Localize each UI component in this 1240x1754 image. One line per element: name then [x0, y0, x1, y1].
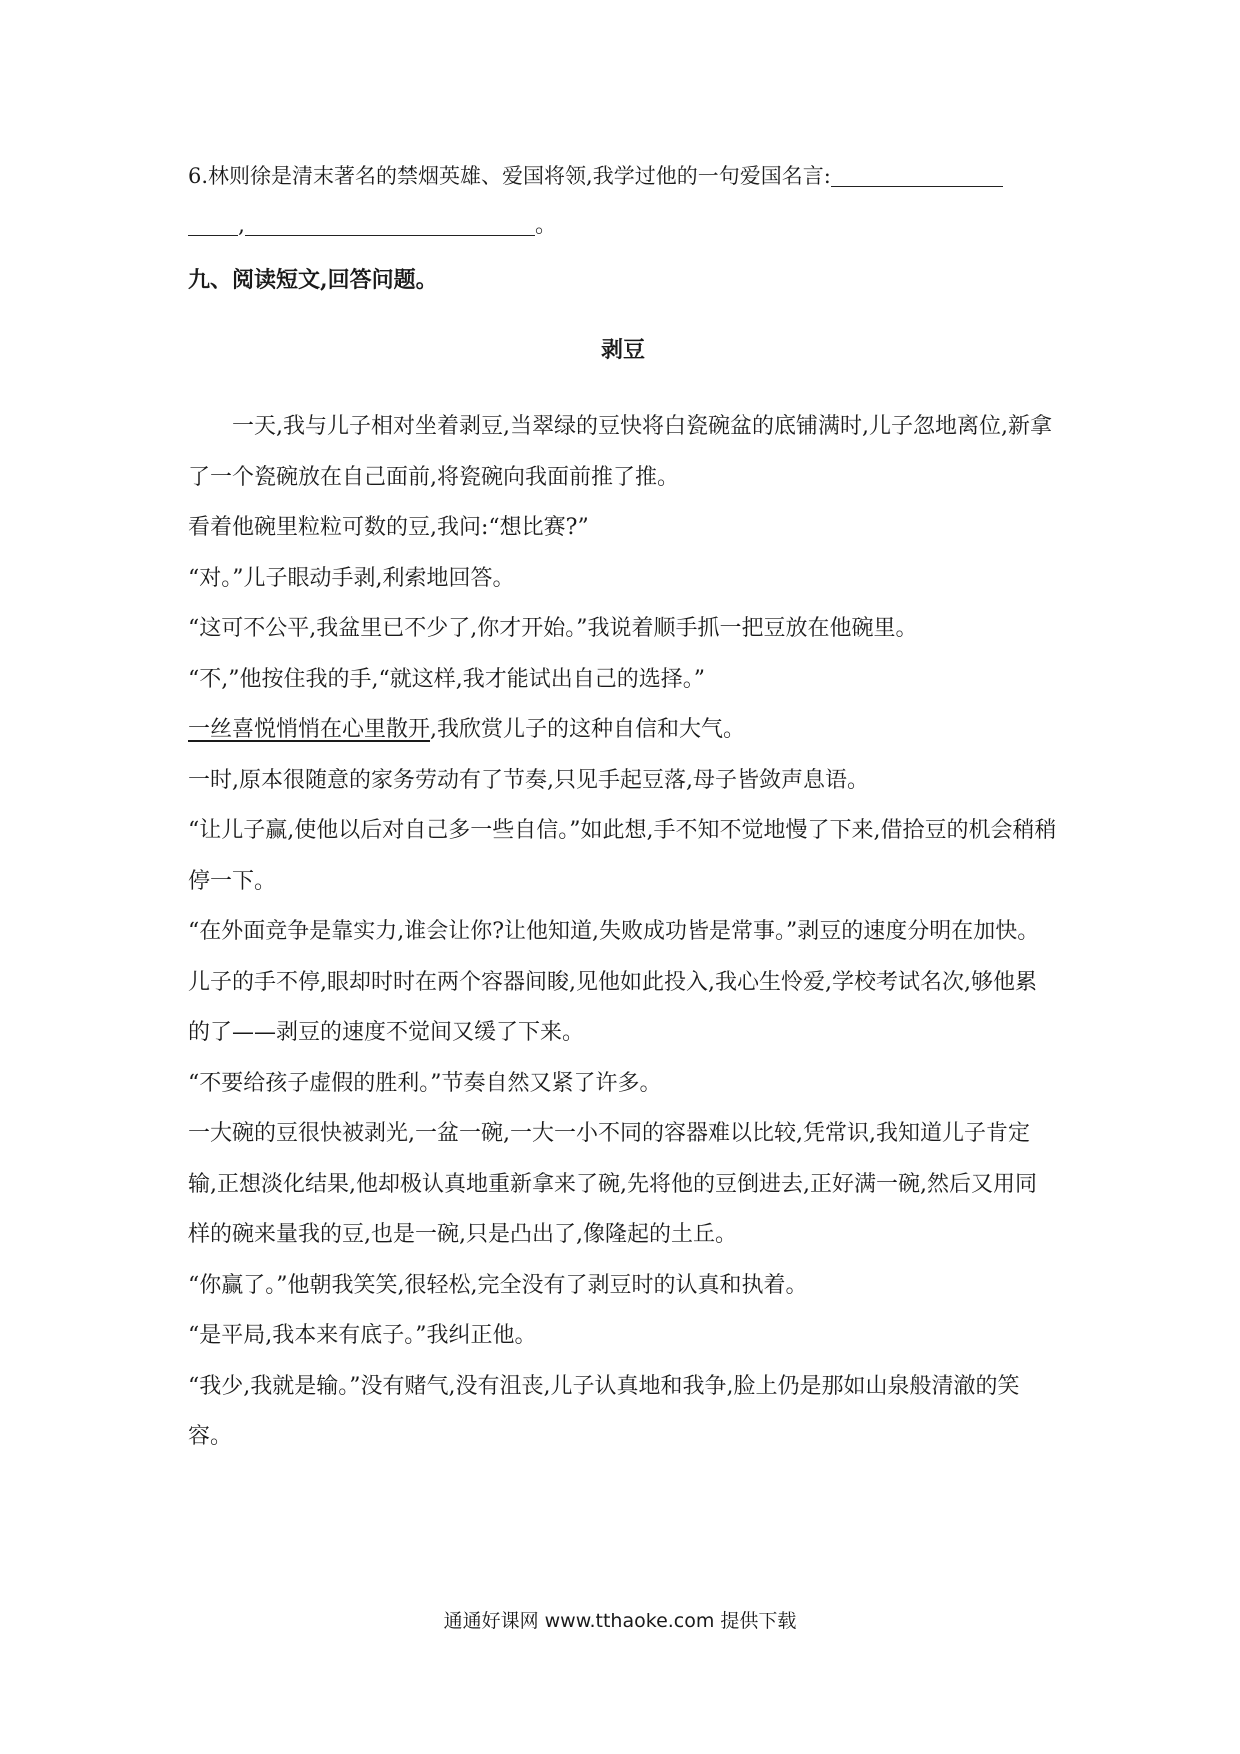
paragraph-rest: ,我欣赏儿子的这种自信和大气。: [430, 717, 746, 742]
page-content: [188, 156, 1058, 1463]
answer-blank-2[interactable]: [188, 211, 238, 236]
article-paragraph: 一时,原本很随意的家务劳动有了节奏,只见手起豆落,母子皆敛声息语。: [188, 767, 869, 793]
question-6-continued: [188, 206, 1058, 246]
answer-blank-1[interactable]: [831, 162, 1003, 187]
article-paragraph: “不,”他按住我的手,“就这样,我才能试出自己的选择。”: [188, 666, 705, 692]
question-6: [188, 156, 1058, 196]
article-paragraph: “是平局,我本来有底子。”我纠正他。: [188, 1323, 537, 1348]
article-paragraph: 看着他碗里粒粒可数的豆,我问:“想比赛?”: [188, 515, 589, 540]
page-footer: 通通好课网 www.tthaoke.com 提供下载: [443, 1610, 797, 1632]
blank-separator-comma: ,: [238, 213, 245, 238]
article-paragraph: “在外面竞争是靠实力,谁会让你?让他知道,失败成功皆是常事。”剥豆的速度分明在加快。: [188, 919, 1040, 944]
article-paragraph: 一大碗的豆很快被剥光,一盆一碗,一大一小不同的容器难以比较,凭常识,我知道儿子肯定输,正想淡化结果,他却极认真地重新拿来了碗,先将他的豆倒进去,正好满一碗,然后又用同样的碗来量我的豆,也是一碗,只是凸出了,像隆起的土丘。: [188, 1121, 1037, 1247]
answer-blank-3[interactable]: [245, 211, 535, 236]
article-paragraph-underlined: [188, 705, 1058, 756]
underlined-sentence: 一丝喜悦悄悄在心里散开: [188, 717, 431, 742]
article-paragraph: 一天,我与儿子相对坐着剥豆,当翠绿的豆快将白瓷碗盆的底铺满时,儿子忽地离位,新拿了一个瓷碗放在自己面前,将瓷碗向我面前推了推。: [188, 414, 1052, 490]
section-heading: 九、阅读短文,回答问题。: [188, 267, 438, 293]
article-body: [188, 402, 1058, 1463]
article-paragraph: “对。”儿子眼动手剥,利索地回答。: [188, 565, 515, 591]
article-paragraph: “你赢了。”他朝我笑笑,很轻松,完全没有了剥豆时的认真和执着。: [188, 1272, 808, 1298]
article-paragraph: “不要给孩子虚假的胜利。”节奏自然又紧了许多。: [188, 1070, 662, 1096]
question-6-text: 6.林则徐是清末著名的禁烟英雄、爱国将领,我学过他的一句爱国名言:: [188, 164, 831, 188]
question-6-period: 。: [535, 213, 558, 238]
article-title: 剥豆: [600, 337, 645, 363]
article-paragraph: “这可不公平,我盆里已不少了,你才开始。”我说着顺手抓一把豆放在他碗里。: [188, 616, 918, 641]
article-paragraph: 儿子的手不停,眼却时时在两个容器间睃,见他如此投入,我心生怜爱,学校考试名次,够他累的了——剥豆的速度不觉间又缓了下来。: [188, 969, 1037, 1045]
article-paragraph: “我少,我就是输。”没有赌气,没有沮丧,儿子认真地和我争,脸上仍是那如山泉般清澈的笑容。: [188, 1373, 1020, 1449]
article-paragraph: “让儿子赢,使他以后对自己多一些自信。”如此想,手不知不觉地慢了下来,借拾豆的机会稍稍停一下。: [188, 818, 1057, 894]
